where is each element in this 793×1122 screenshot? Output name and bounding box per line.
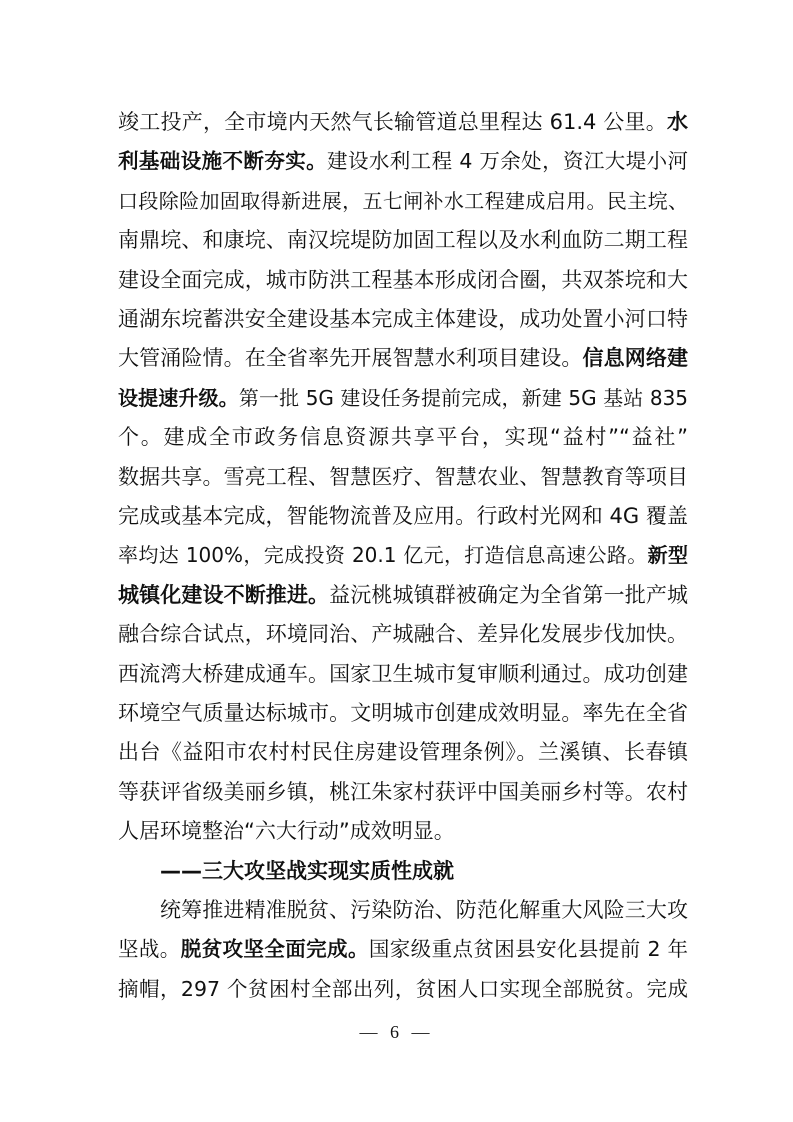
bold-phrase: 城镇化建设不断推进。 xyxy=(118,582,330,607)
text-segment: 率均达 100%，完成投资 20.1 亿元，打造信息高速公路。 xyxy=(118,543,648,568)
text-segment: 第一批 5G 建设任务提前完成，新建 5G 基站 835 xyxy=(238,385,689,410)
text-line xyxy=(118,694,688,733)
text-segment: 统筹推进精准脱贫、污染防治、防范化解重大风险三大攻 xyxy=(160,898,688,922)
text-segment: 西流湾大桥建成通车。国家卫生城市复审顺利通过。成功创建 xyxy=(118,661,688,686)
text-segment: 数据共享。雪亮工程、智慧医疗、智慧农业、智慧教育等项目 xyxy=(118,464,688,489)
text-segment: 益沅桃城镇群被确定为全省第一批产城 xyxy=(329,582,689,607)
text-segment: 个。建成全市政务信息资源共享平台，实现“益村”“益社” xyxy=(118,425,688,450)
text-segment: 国家级重点贫困县安化县提前 2 年 xyxy=(368,937,689,962)
text-segment: 大管涌险情。在全省率先开展智慧水利项目建设。 xyxy=(118,346,583,371)
text-segment: 环境空气质量达标城市。文明城市创建成效明显。率先在全省 xyxy=(118,701,688,725)
text-line xyxy=(118,221,688,260)
bold-phrase: 新型 xyxy=(647,543,689,568)
text-line xyxy=(118,300,688,339)
bold-phrase: ——三大攻坚战实现实质性成就 xyxy=(160,858,454,883)
bold-phrase: 利基础设施不断夯实。 xyxy=(118,149,328,174)
text-line xyxy=(118,182,688,221)
text-line xyxy=(118,576,688,615)
text-line xyxy=(118,142,688,181)
text-segment: 融合综合试点，环境同治、产城融合、差异化发展步伐加快。 xyxy=(118,622,688,647)
page-number: — 6 — xyxy=(359,1022,434,1042)
text-line xyxy=(118,458,688,497)
text-segment: 摘帽，297 个贫困村全部出列，贫困人口实现全部脱贫。完成 xyxy=(118,976,688,1001)
text-line xyxy=(118,773,688,812)
bold-phrase: 信息网络建 xyxy=(582,346,689,371)
text-segment: 建设全面完成，城市防洪工程基本形成闭合圈，共双茶垸和大 xyxy=(118,267,688,292)
text-segment: 完成或基本完成，智能物流普及应用。行政村光网和 4G 覆盖 xyxy=(118,504,688,528)
section-heading xyxy=(160,852,688,891)
text-segment: 坚战。 xyxy=(118,937,181,962)
text-segment: 等获评省级美丽乡镇，桃江朱家村获评中国美丽乡村等。农村 xyxy=(118,779,688,804)
bold-phrase: 脱贫攻坚全面完成。 xyxy=(180,937,369,962)
text-line xyxy=(118,733,688,772)
text-segment: 建设水利工程 4 万余处，资江大堤小河 xyxy=(327,149,688,174)
text-line xyxy=(118,379,688,418)
text-segment: 人居环境整治“六大行动”成效明显。 xyxy=(118,819,455,844)
text-line xyxy=(160,891,688,930)
text-line xyxy=(118,497,688,536)
bold-phrase: 设提速升级。 xyxy=(118,385,239,410)
text-line xyxy=(118,655,688,694)
text-segment: 口段除险加固取得新进展，五七闸补水工程建成启用。民主垸、 xyxy=(118,188,688,213)
text-line xyxy=(118,418,688,457)
text-line xyxy=(118,261,688,300)
text-line xyxy=(118,970,688,1009)
text-line xyxy=(118,339,688,378)
text-line xyxy=(118,930,688,969)
text-segment: 通湖东垸蓄洪安全建设基本完成主体建设，成功处置小河口特 xyxy=(118,307,688,331)
text-line xyxy=(118,615,688,654)
text-line xyxy=(118,812,688,851)
text-segment: 南鼎垸、和康垸、南汉垸堤防加固工程以及水利血防二期工程 xyxy=(118,228,688,253)
text-line xyxy=(118,103,688,142)
text-segment: 出台《益阳市农村村民住房建设管理条例》。兰溪镇、长春镇 xyxy=(118,740,688,765)
text-segment: 竣工投产，全市境内天然气长输管道总里程达 61.4 公里。 xyxy=(118,110,667,134)
bold-phrase: 水 xyxy=(667,110,688,134)
text-line xyxy=(118,536,688,575)
